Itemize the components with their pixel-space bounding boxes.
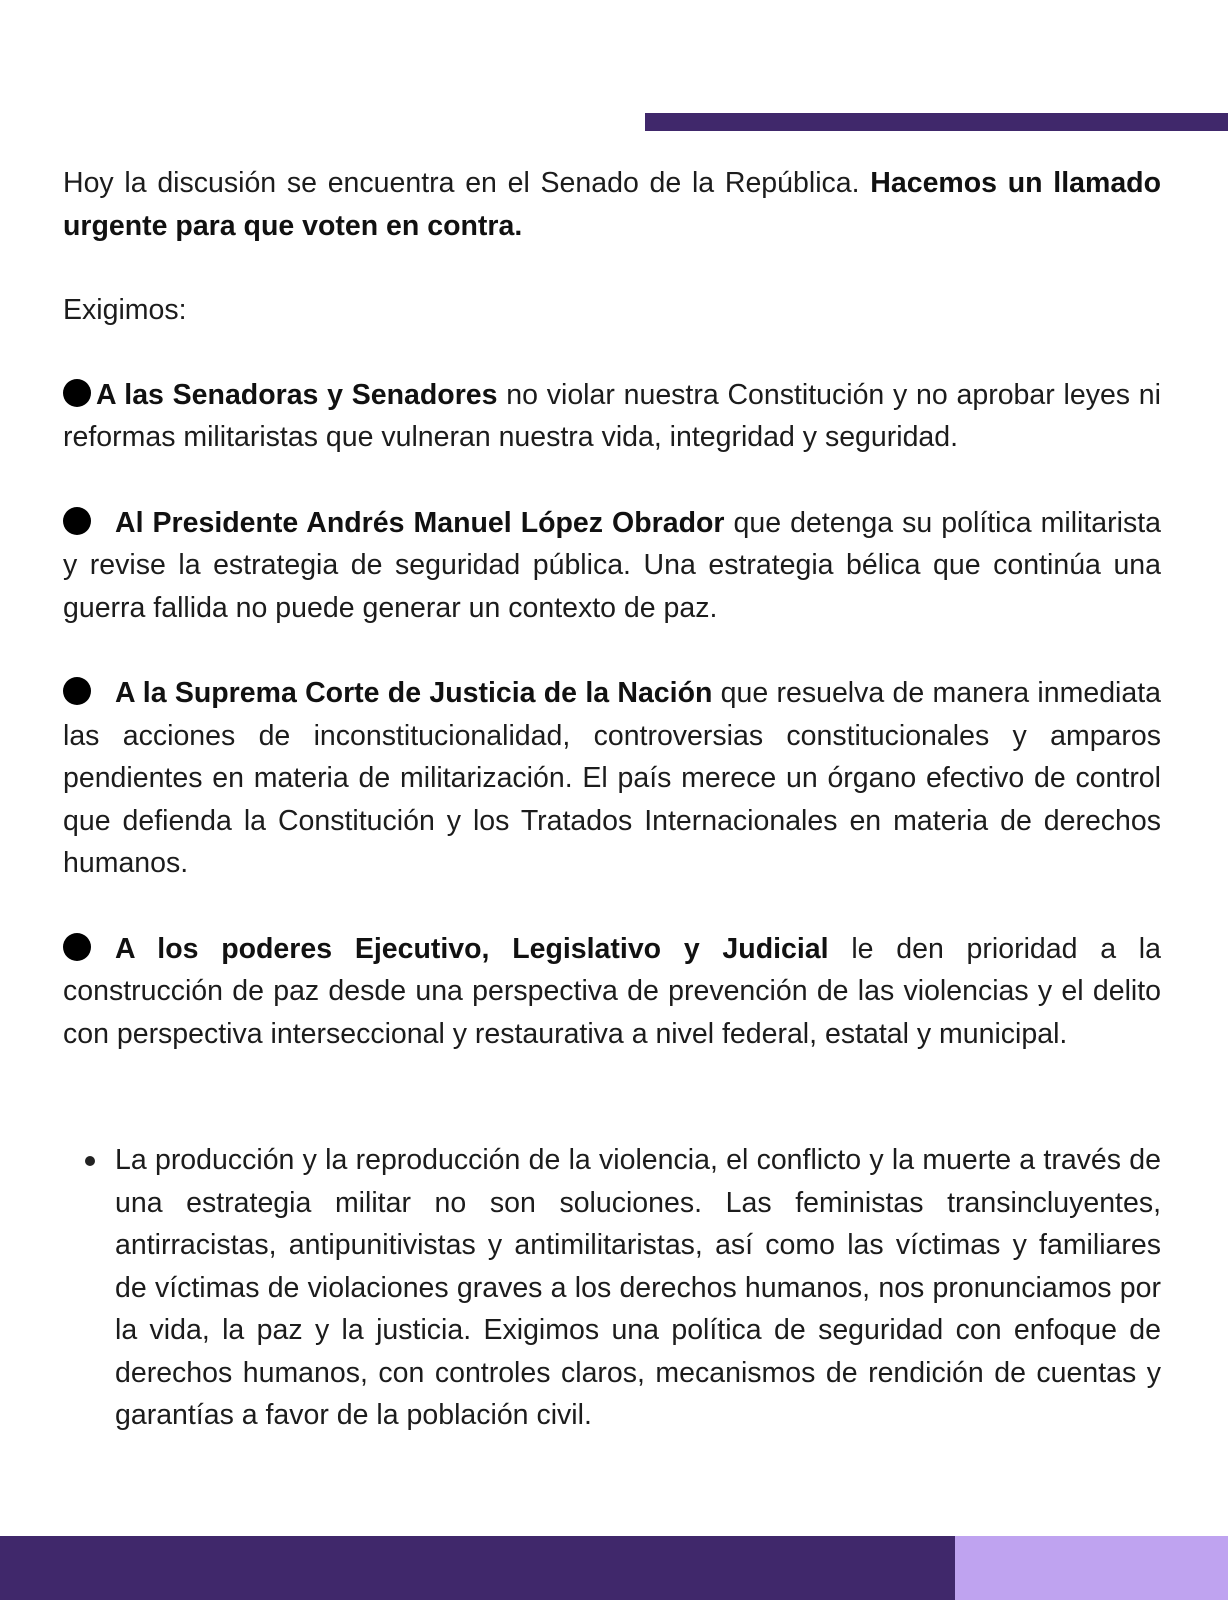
bullet-dot-icon — [63, 933, 91, 961]
intro-text: Hoy la discusión se encuentra en el Senado de la República. — [63, 167, 871, 199]
document-body — [63, 162, 1161, 1437]
demand-recipient: Al Presidente Andrés Manuel López Obrador — [115, 506, 725, 539]
intro-bold-call: Hacemos un llamado urgente para que voten en contra. — [63, 167, 1161, 242]
intro-paragraph — [63, 162, 1161, 247]
bullet-dot-icon — [63, 677, 91, 705]
closing-list — [63, 1139, 1161, 1437]
demand-senators — [63, 374, 1161, 459]
demand-text: que resuelva de manera inmediata las acciones de inconstitucionalidad, controversias constitucionales y amparos pendientes en materia de militarización. El país merece un órgano efectivo de control que defienda la Constitución y los Tratados Internacionales en materia de derechos humanos. — [63, 677, 1161, 879]
demand-recipient: A las Senadoras y Senadores — [96, 378, 498, 411]
demand-text: no violar nuestra Constitución y no aprobar leyes ni reformas militaristas que vulneran nuestra vida, integridad y seguridad. — [63, 378, 1161, 453]
exigimos-heading: Exigimos: — [63, 294, 187, 326]
bullet-dot-icon — [63, 379, 91, 407]
top-accent-bar — [645, 113, 1228, 131]
demand-supreme-court — [63, 672, 1161, 885]
demand-president — [63, 502, 1161, 630]
demand-text: que detenga su política militarista y revise la estrategia de seguridad pública. Una estrategia bélica que continúa una guerra fallida no puede generar un contexto de paz. — [63, 506, 1161, 624]
demand-text: le den prioridad a la construcción de paz desde una perspectiva de prevención de las violencias y el delito con perspectiva interseccional y restaurativa a nivel federal, estatal y municipal. — [63, 932, 1161, 1050]
demand-recipient: A la Suprema Corte de Justicia de la Nación — [115, 677, 713, 709]
bullet-dot-icon — [63, 507, 91, 535]
closing-statement: La producción y la reproducción de la violencia, el conflicto y la muerte a través de una estrategia militar no son soluciones. Las feministas transincluyentes, antirracistas, antipunitivistas y antimilitaristas, así como las víctimas y familiares de víctimas de violaciones graves a los derechos humanos, nos pronunciamos por la vida, la paz y la justicia. Exigimos una política de seguridad con enfoque de derechos humanos, con controles claros, mecanismos de rendición de cuentas y garantías a favor de la población civil. — [115, 1139, 1161, 1437]
demand-recipient: A los poderes Ejecutivo, Legislativo y Judicial — [115, 932, 829, 965]
footer-bar-dark — [0, 1536, 955, 1600]
footer-bar-light — [955, 1536, 1228, 1600]
demand-powers — [63, 928, 1161, 1056]
